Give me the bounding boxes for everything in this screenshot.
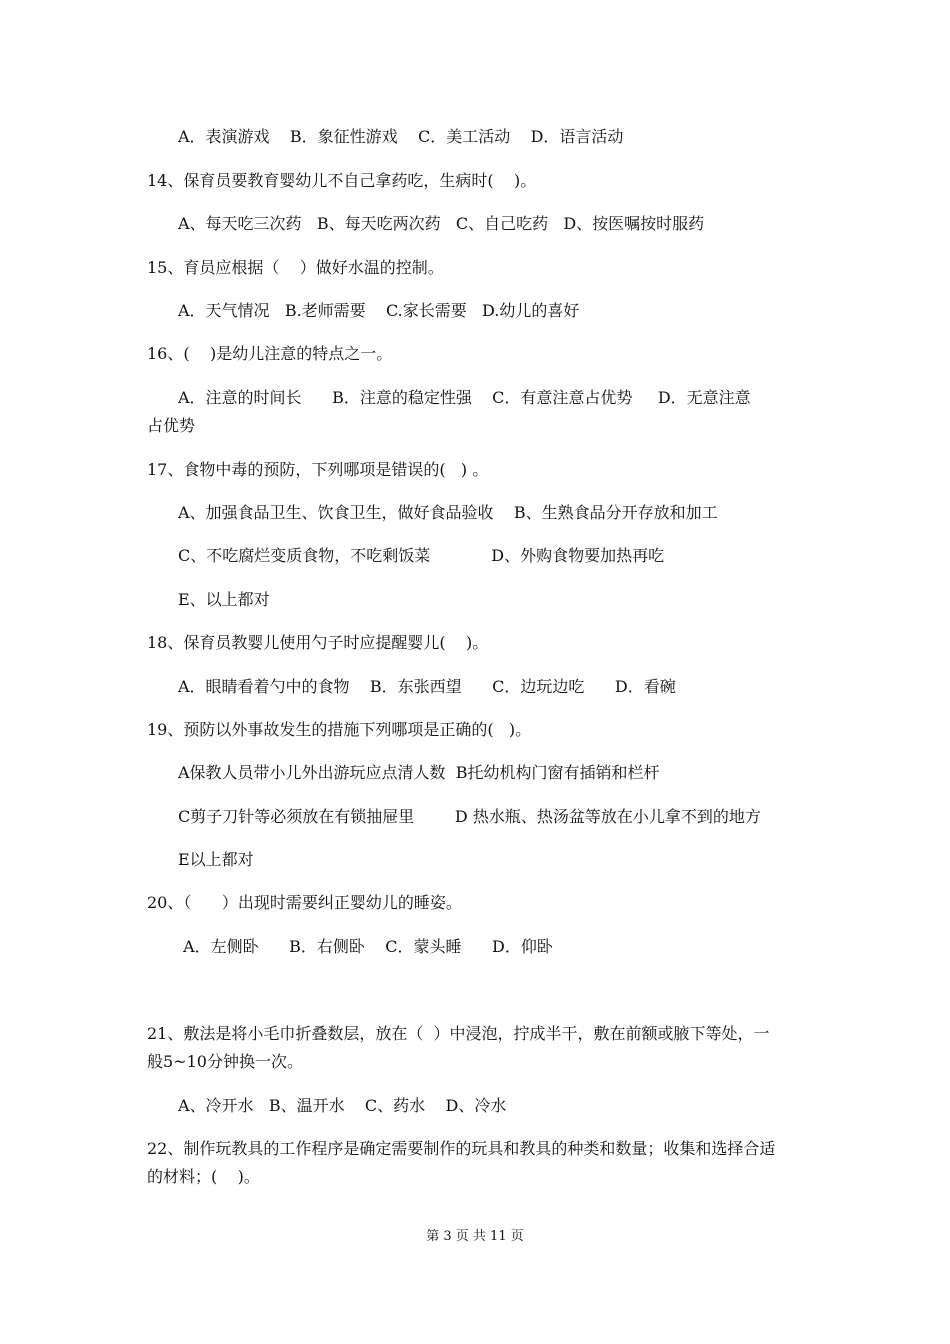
page-number-footer: 第 3 页 共 11 页 <box>426 1229 524 1244</box>
q18-stem: 18、保育员教婴儿使用勺子时应提醒婴儿( )。 <box>147 633 489 652</box>
q20-stem: 20、（ ）出现时需要纠正婴幼儿的睡姿。 <box>147 893 462 912</box>
q19-options-ab: A保教人员带小儿外出游玩应点清人数 B托幼机构门窗有插销和栏杆 <box>178 763 660 782</box>
q15-stem: 15、育员应根据（ ）做好水温的控制。 <box>147 258 444 277</box>
q22-stem-wrap: 的材料；( )。 <box>147 1167 260 1186</box>
q19-options-e: E以上都对 <box>178 850 254 869</box>
q17-stem: 17、食物中毒的预防，下列哪项是错误的( ) 。 <box>147 460 489 479</box>
q21-stem-wrap: 般5~10分钟换一次。 <box>147 1052 303 1071</box>
q20-options: A．左侧卧 B．右侧卧 C．蒙头睡 D．仰卧 <box>178 937 553 956</box>
q21-options: A、冷开水 B、温开水 C、药水 D、冷水 <box>178 1096 507 1115</box>
q14-stem: 14、保育员要教育婴幼儿不自己拿药吃，生病时( )。 <box>147 171 537 190</box>
q16-options: A．注意的时间长 B．注意的稳定性强 C．有意注意占优势 D．无意注意 <box>178 388 751 407</box>
q16-stem: 16、( )是幼儿注意的特点之一。 <box>147 344 393 363</box>
q19-options-cd: C剪子刀针等必须放在有锁抽屉里 D 热水瓶、热汤盆等放在小儿拿不到的地方 <box>178 807 761 826</box>
q13-options: A．表演游戏 B．象征性游戏 C．美工活动 D．语言活动 <box>178 127 624 146</box>
q21-stem: 21、敷法是将小毛巾折叠数层，放在（ ）中浸泡，拧成半干，敷在前额或腋下等处，一 <box>147 1024 770 1043</box>
q19-stem: 19、预防以外事故发生的措施下列哪项是正确的( )。 <box>147 720 532 739</box>
q17-options-ab: A、加强食品卫生、饮食卫生，做好食品验收 B、生熟食品分开存放和加工 <box>178 503 718 522</box>
q16-options-wrap: 占优势 <box>147 416 196 435</box>
q17-options-e: E、以上都对 <box>178 590 270 609</box>
q14-options: A、每天吃三次药 B、每天吃两次药 C、自己吃药 D、按医嘱按时服药 <box>178 214 705 233</box>
q15-options: A．天气情况 B.老师需要 C.家长需要 D.幼儿的喜好 <box>178 301 580 320</box>
q17-options-cd: C、不吃腐烂变质食物，不吃剩饭菜 D、外购食物要加热再吃 <box>178 546 665 565</box>
q18-options: A．眼睛看着勺中的食物 B．东张西望 C．边玩边吃 D．看碗 <box>178 677 676 696</box>
q22-stem: 22、制作玩教具的工作程序是确定需要制作的玩具和教具的种类和数量；收集和选择合适 <box>147 1139 776 1158</box>
